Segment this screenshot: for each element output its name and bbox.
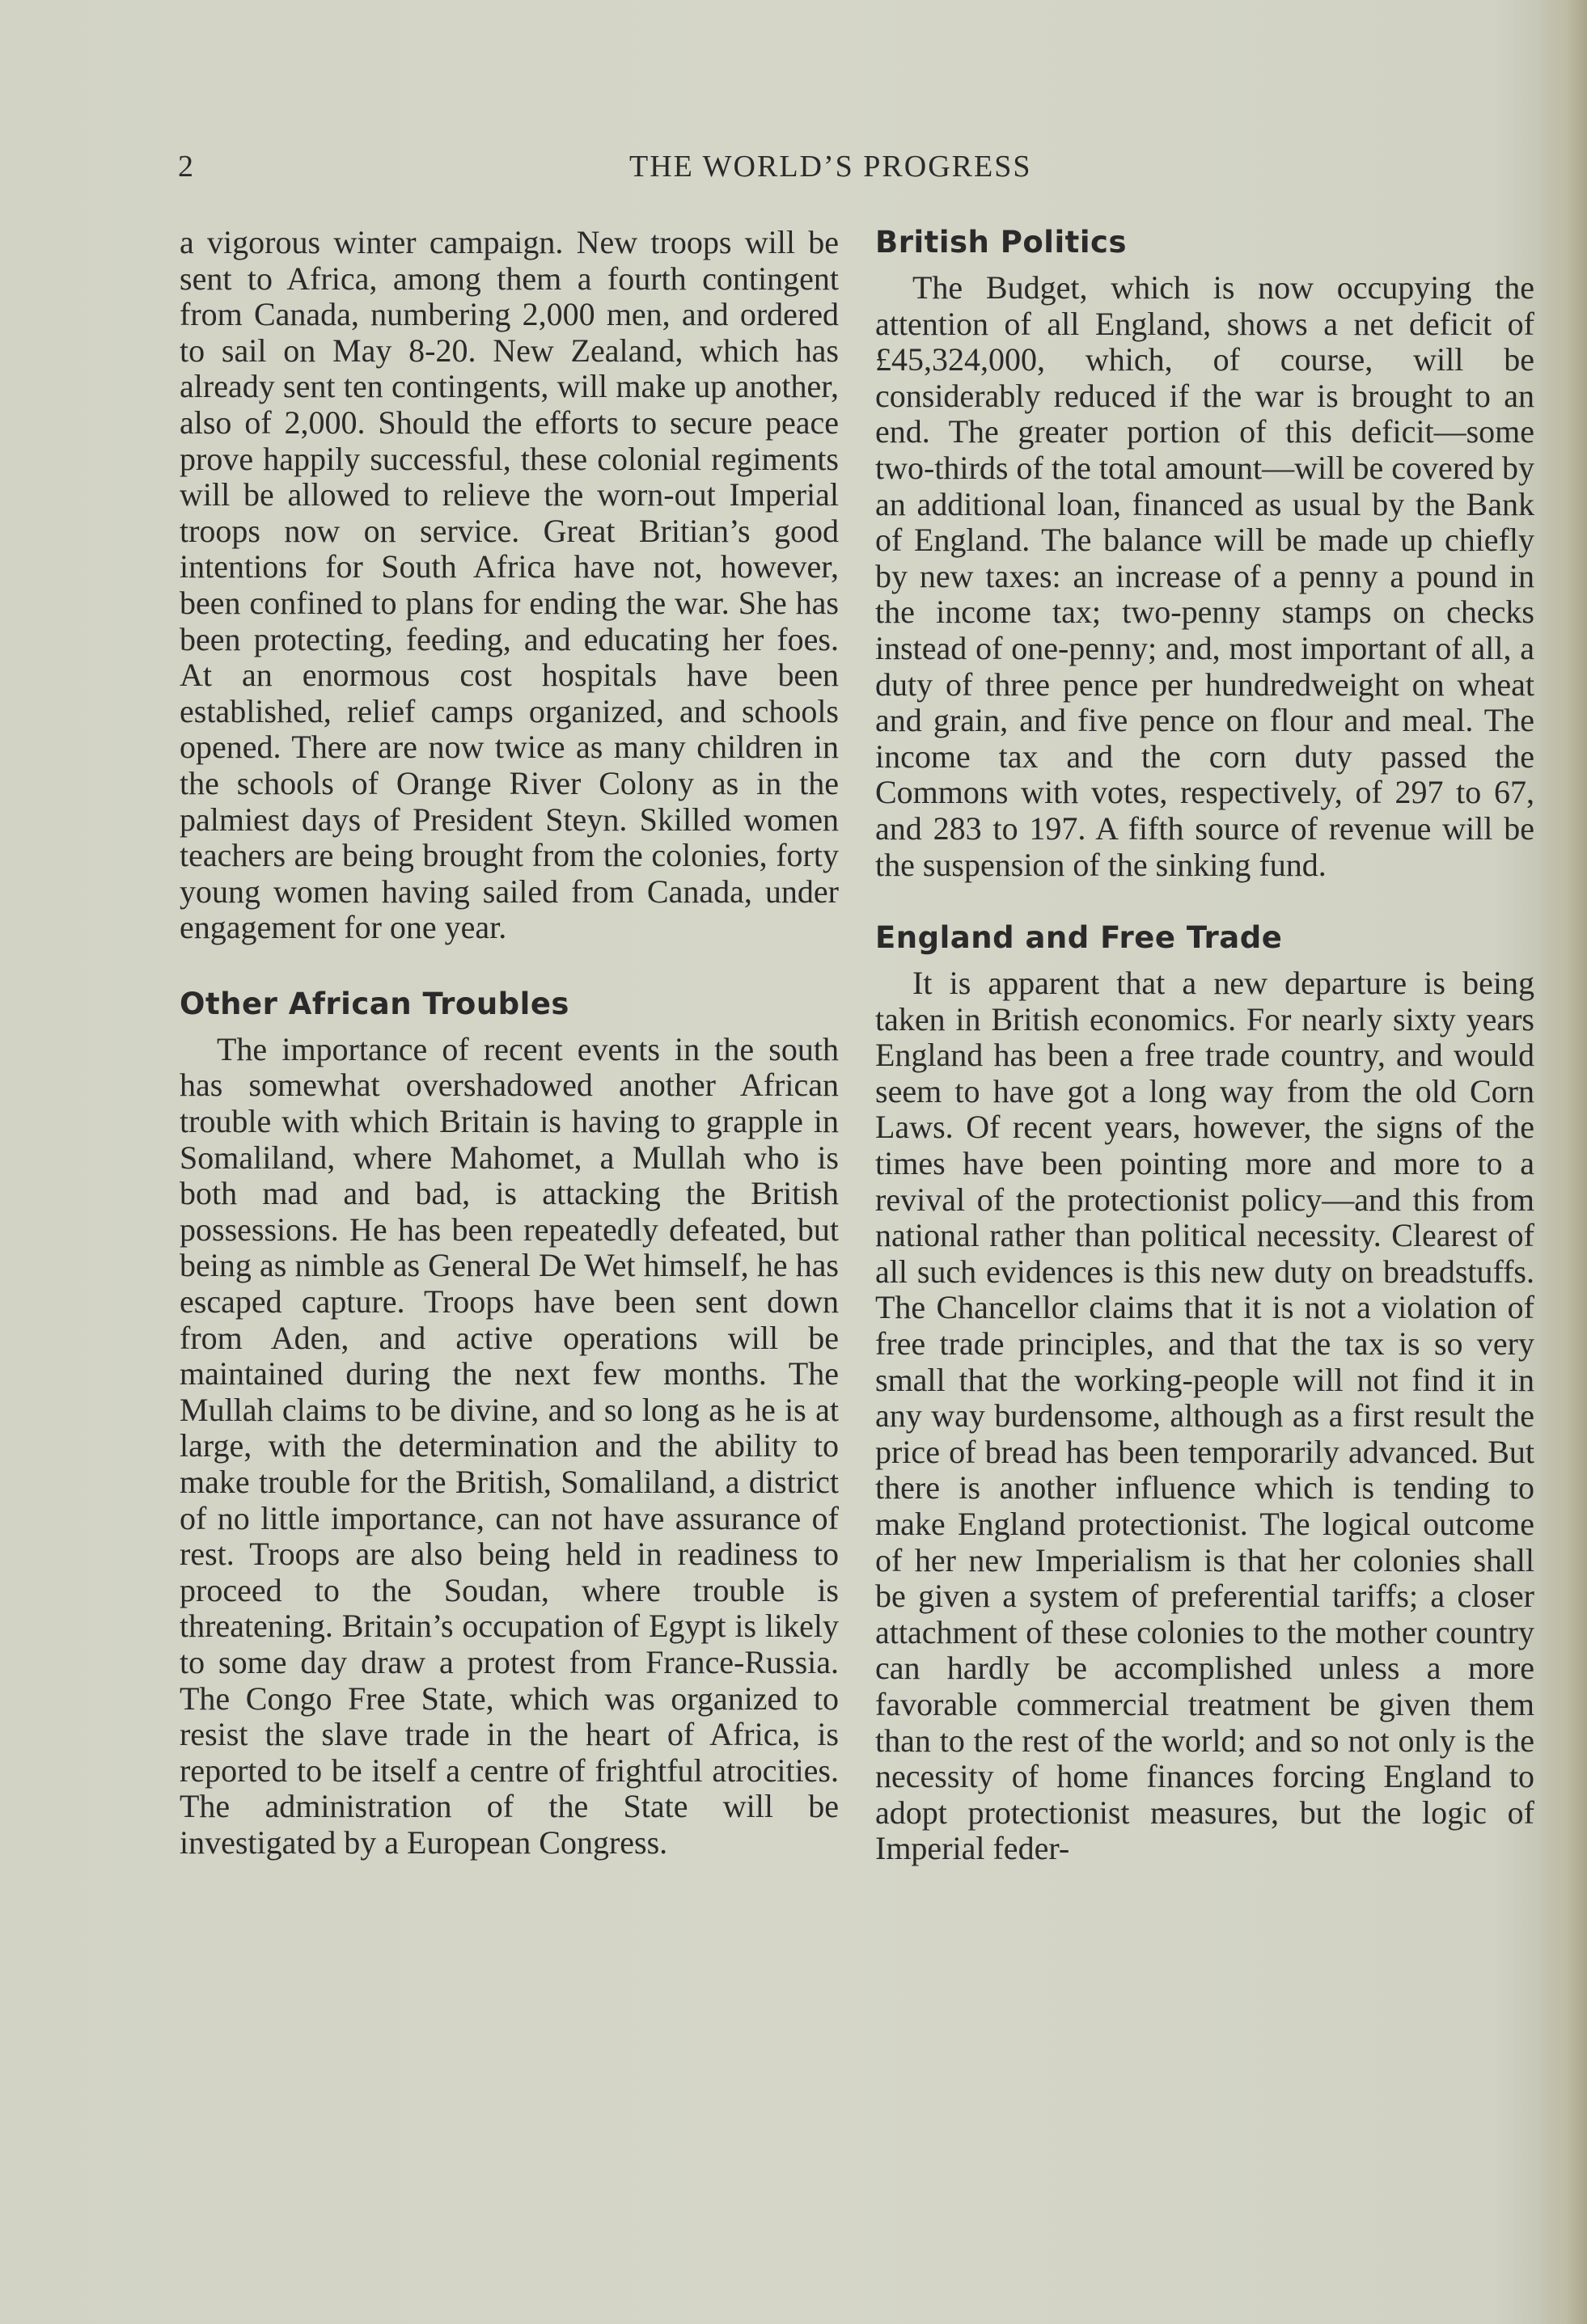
continued-paragraph: a vigorous winter campaign. New troops will be sent to Africa, among them a fourth contingent from Canada, numbering 2,000 men, and ordered to sail on May 8-20. New Zealand, which has already sent ten contingents, will make up another, also of 2,000. Should the efforts to secure peace prove happily successful, these colonial regiments will be allowed to relieve the worn-out Imperial troops now on service. Great Britian’s good intentions for South Africa have not, however, been confined to plans for ending the war. She has been protecting, feeding, and educating her foes. At an enormous cost hospitals have been established, relief camps organized, and schools opened. There are now twice as many children in the schools of Orange River Colony as in the palmiest days of President Steyn. Skilled women teachers are being brought from the colonies, forty young women having sailed from Canada, under engagement for one year. (180, 224, 839, 946)
page-header (0, 146, 1587, 194)
left-column (180, 225, 839, 1861)
section-paragraph-england-free-trade: It is apparent that a new departure is being taken in British economics. For nearly sixty years England has been a free trade country, and would seem to have got a long way from the old Corn Laws. Of recent years, however, the signs of the times have been pointing more and more to a revival of the protectionist policy—and this from national rather than political necessity. Clearest of all such evidences is this new duty on breadstuffs. The Chancellor claims that it is not a violation of free trade principles, and that the tax is so very small that the working-people will not find it in any way burdensome, although as a first result the price of bread has been temporarily advanced. But there is another influence which is tending to make England protectionist. The logical outcome of her new Imperialism is that her colonies shall be given a system of preferential tariffs; a closer attachment of these colonies to the mother country can hardly be accomplished unless a more favorable commercial treatment be given them than to the rest of the world; and so not only is the necessity of home finances forcing England to adopt protectionist measures, but the logic of Imperial feder- (875, 965, 1534, 1867)
section-heading-british-politics: British Politics (875, 225, 1127, 260)
page-edge-shadow (1538, 0, 1587, 2324)
right-column (875, 225, 1534, 1867)
section-paragraph-british-politics: The Budget, which is now occupying the attention of all England, shows a net deficit of £45,324,000, which, of course, will be considerably reduced if the war is brought to an end. The greater portion of this deficit—some two-thirds of the total amount—will be covered by an additional loan, financed as usual by the Bank of England. The balance will be made up chiefly by new taxes: an increase of a penny a pound in the income tax; two-penny stamps on checks instead of one-penny; and, most important of all, a duty of three pence per hundredweight on wheat and grain, and five pence on flour and meal. The income tax and the corn duty passed the Commons with votes, respectively, of 297 to 67, and 283 to 197. A fifth source of revenue will be the suspension of the sinking fund. (875, 269, 1534, 883)
section-paragraph-other-african-troubles: The importance of recent events in the south has somewhat overshadowed another African trouble with which Britain is having to grapple in Somaliland, where Mahomet, a Mullah who is both mad and bad, is attacking the British possessions. He has been repeatedly defeated, but being as nimble as General De Wet himself, he has escaped capture. Troops have been sent down from Aden, and active operations will be maintained during the next few months. The Mullah claims to be divine, and so long as he is at large, with the determination and the ability to make trouble for the British, Somaliland, a district of no little importance, can not have assurance of rest. Troops are also being held in readiness to proceed to the Soudan, where trouble is threatening. Britain’s occupation of Egypt is likely to some day draw a protest from France-Russia. The Congo Free State, which was organized to resist the slave trade in the heart of Africa, is reported to be itself a centre of frightful atrocities. The administration of the State will be investigated by a European Congress. (180, 1030, 839, 1861)
page-number: 2 (178, 150, 193, 184)
section-heading-england-free-trade: England and Free Trade (875, 920, 1283, 956)
running-head: THE WORLD’S PROGRESS (629, 150, 1032, 184)
section-heading-other-african-troubles: Other African Troubles (180, 986, 569, 1021)
